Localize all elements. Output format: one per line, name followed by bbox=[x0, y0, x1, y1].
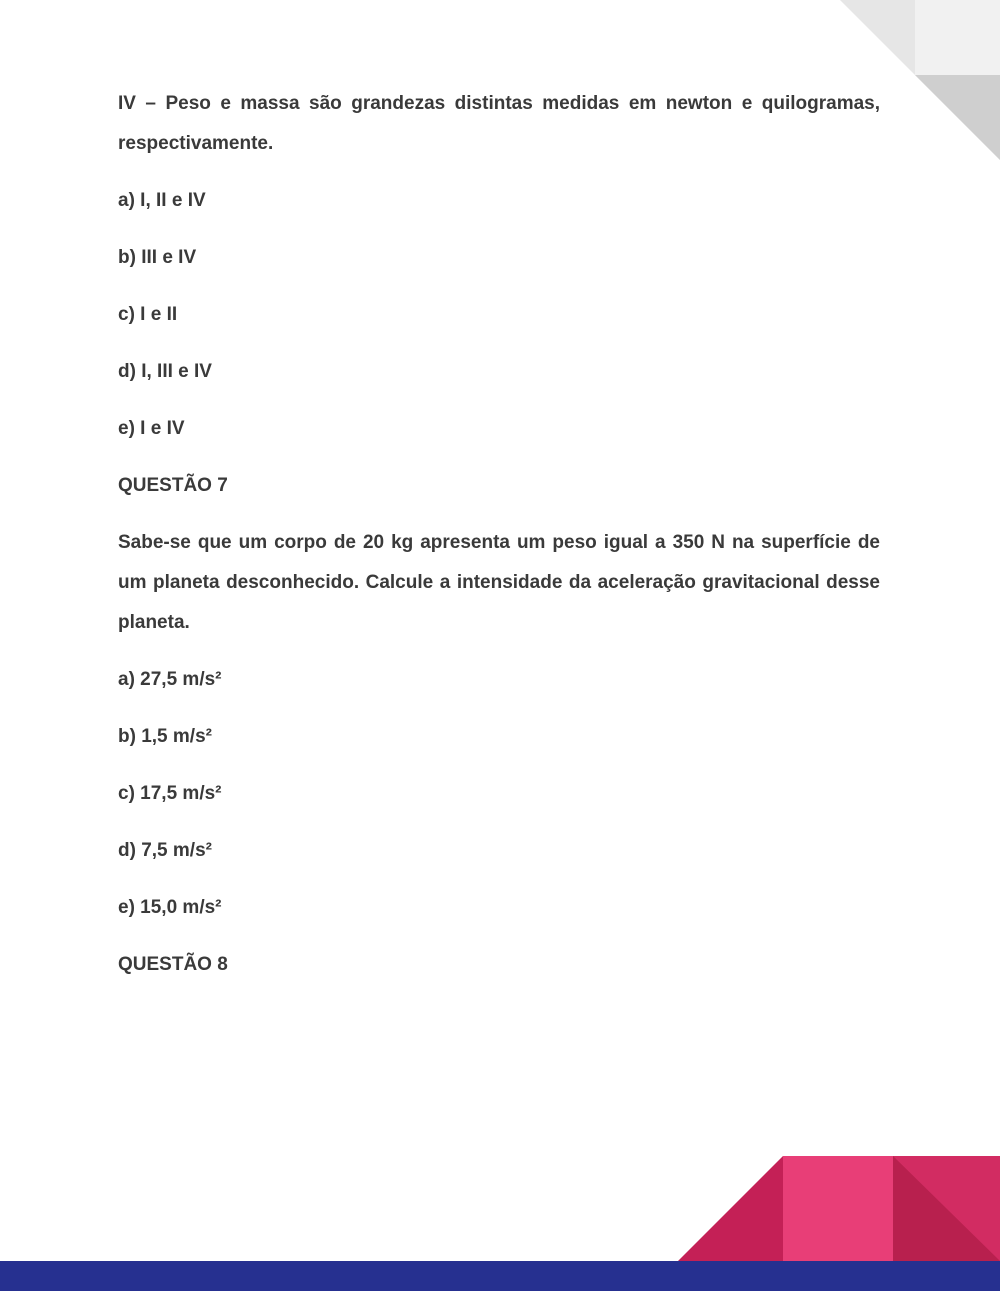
q6-option-e: e) I e IV bbox=[118, 418, 185, 439]
statement-iv: IV – Peso e massa são grandezas distintas medidas em newton e quilogramas, respectivamente. bbox=[118, 93, 880, 154]
question-8-heading: QUESTÃO 8 bbox=[118, 954, 228, 975]
document-body bbox=[118, 84, 880, 985]
q7-option-b: b) 1,5 m/s² bbox=[118, 726, 212, 747]
q6-option-c: c) I e II bbox=[118, 304, 178, 325]
q6-option-d: d) I, III e IV bbox=[118, 361, 212, 382]
q7-option-d: d) 7,5 m/s² bbox=[118, 840, 212, 861]
question-7-text: Sabe-se que um corpo de 20 kg apresenta um peso igual a 350 N na superfície de um planeta desconhecido. Calcule a intensidade da aceleração gravitacional desse planeta. bbox=[118, 532, 880, 633]
question-7-heading: QUESTÃO 7 bbox=[118, 475, 228, 496]
q6-option-a: a) I, II e IV bbox=[118, 190, 206, 211]
q6-option-b: b) III e IV bbox=[118, 247, 197, 268]
q7-option-e: e) 15,0 m/s² bbox=[118, 897, 222, 918]
q7-option-c: c) 17,5 m/s² bbox=[118, 783, 222, 804]
bottom-decoration bbox=[0, 1151, 1000, 1291]
q7-option-a: a) 27,5 m/s² bbox=[118, 669, 222, 690]
